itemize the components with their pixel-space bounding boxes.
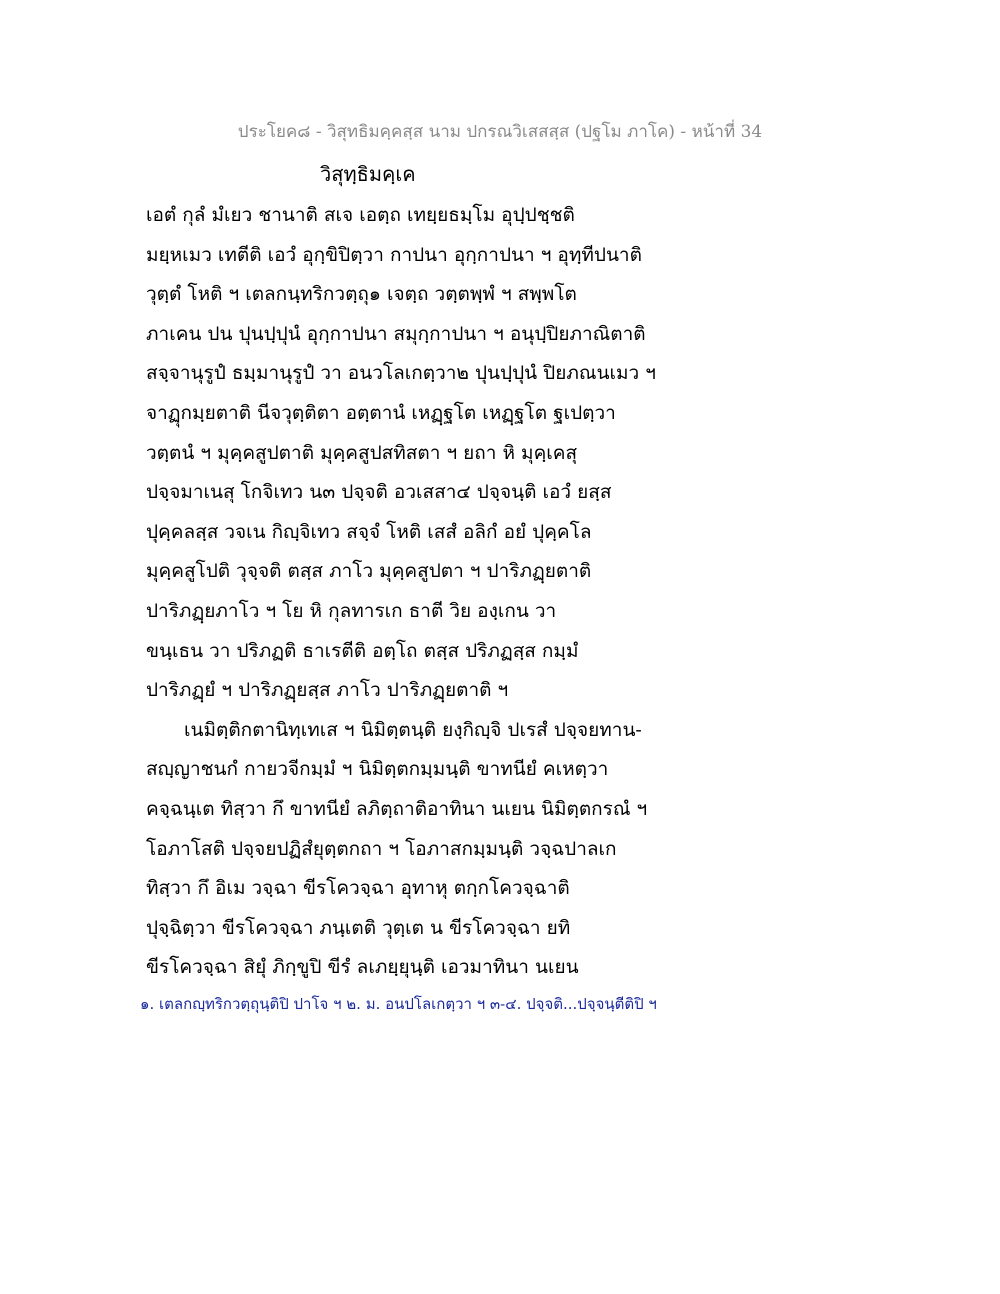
text-line: จาฏุกมฺยตาติ นีจวุตฺติตา อตฺตานํ เหฏฺฐโต เหฏฺฐโต ฐเปตฺวา <box>146 401 616 424</box>
text-line: วตฺตนํ ฯ มุคฺคสูปตาติ มุคฺคสูปสทิสตา ฯ ยถา หิ มุคฺเคสุ <box>146 441 578 464</box>
text-line: สจฺจานุรูปํ ธมฺมานุรูปํ วา อนวโลเกตฺวา๒ ปุนปฺปุนํ ปิยภณนเมว ฯ <box>146 362 656 385</box>
text-line: ขนฺเธน วา ปริภฏติ ธาเรตีติ อตฺโถ ตสฺส ปริภฏสฺส กมฺมํ <box>146 639 579 662</box>
text-line: เอตํ กุลํ มํเยว ชานาติ สเจ เอตฺถ เทยฺยธมฺโม อุปฺปชฺชติ <box>146 204 575 226</box>
text-line: ทิสฺวา กึ อิเม วจฺฉา ขีรโควจฺฉา อุทาหุ ตกฺกโควจฺฉาติ <box>146 877 570 900</box>
text-line: ภาเคน ปน ปุนปฺปุนํ อุกฺกาปนา สมุกฺกาปนา ฯ อนุปฺปิยภาณิตาติ <box>146 322 646 345</box>
text-line: มุคฺคสูโปติ วุจฺจติ ตสฺส ภาโว มุคฺคสูปตา ฯ ปาริภฏฺยตาติ <box>146 560 592 583</box>
text-line: ปาริภฏฺยภาโว ฯ โย หิ กุลทารเก ธาตี วิย องฺเกน วา <box>146 599 557 622</box>
text-line: ปุจฺฉิตฺวา ขีรโควจฺฉา ภนฺเตติ วุตฺเต น ขีรโควจฺฉา ยทิ <box>146 916 571 939</box>
text-line: ปุคฺคลสฺส วจเน กิญฺจิเทว สจฺจํ โหติ เสสํ อลิกํ อยํ ปุคฺคโล <box>146 520 592 543</box>
text-line: วุตฺตํ โหติ ฯ เตลกนฺทริกวตฺถุ๑ เจตฺถ วตฺตพฺพํ ฯ สพฺพโต <box>146 283 577 306</box>
text-line: ปจฺจมาเนสุ โกจิเทว น๓ ปจฺจติ อวเสสา๔ ปจฺจนฺติ เอวํ ยสฺส <box>146 481 612 504</box>
text-line: ขีรโควจฺฉา สิยุํ ภิกฺขูปิ ขีรํ ลเภยฺยุนฺติ เอวมาทินา นเยน <box>146 956 579 979</box>
footnotes: ๑. เตลกญฺทริกวตฺถุนฺติปิ ปาโจ ฯ ๒. ม. อนปโลเกตฺวา ฯ ๓-๔. ปจฺจติ...ปจฺจนฺตีติปิ ฯ <box>140 995 657 1013</box>
text-line: ปาริภฏฺยํ ฯ ปาริภฏฺยสฺส ภาโว ปาริภฏฺยตาติ ฯ <box>146 679 509 702</box>
text-line: มยฺหเมว เทตีติ เอวํ อุกฺขิปิตฺวา กาปนา อุกฺกาปนา ฯ อุทฺทีปนาติ <box>146 243 642 266</box>
body-text <box>146 196 866 988</box>
text-line: โอภาโสติ ปจฺจยปฏิสํยุตฺตกถา ฯ โอภาสกมฺมนฺติ วจฺฉปาลเก <box>146 837 617 860</box>
section-title: วิสุทฺธิมคฺเค <box>320 162 416 186</box>
paragraph-start-line: เนมิตฺติกตานิทฺเทเส ฯ นิมิตฺตนฺติ ยงฺกิญฺจิ ปเรสํ ปจฺจยทาน- <box>184 718 642 741</box>
text-line: สญฺญาชนกํ กายวจีกมฺมํ ฯ นิมิตฺตกมฺมนฺติ ขาทนียํ คเหตฺวา <box>146 758 609 781</box>
running-header: ประโยค๘ - วิสุทธิมคฺคสฺส นาม ปกรณวิเสสสฺส (ปฐโม ภาโค) - หน้าที่ 34 <box>237 122 763 142</box>
text-line: คจฺฉนฺเต ทิสฺวา กึ ขาทนียํ ลภิตฺถาติอาทินา นเยน นิมิตฺตกรณํ ฯ <box>146 797 648 820</box>
